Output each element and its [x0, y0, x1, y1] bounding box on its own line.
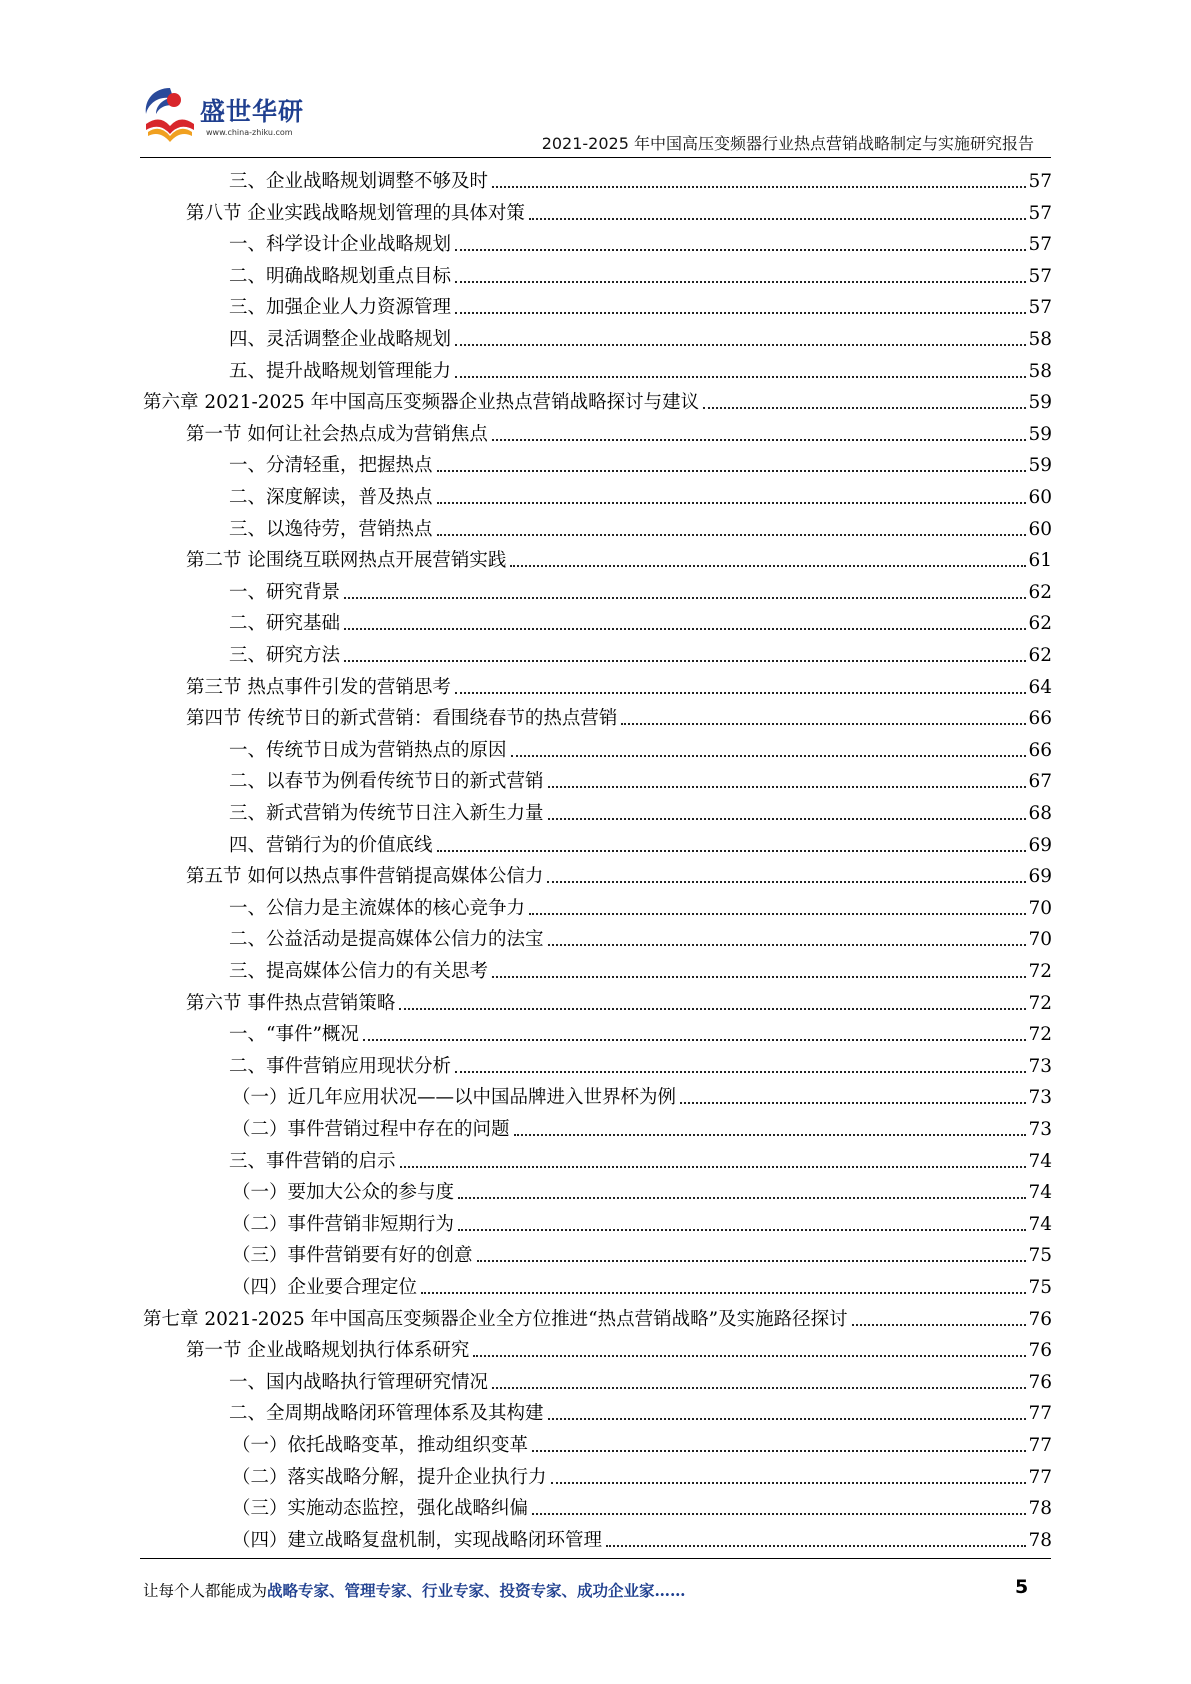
toc-entry-title: 一、研究背景 [229, 581, 341, 603]
toc-entry[interactable] [229, 446, 1052, 477]
toc-entry-page: 69 [1028, 834, 1052, 856]
dot-leader [548, 1418, 1027, 1420]
footer-divider [140, 1558, 1051, 1559]
toc-entry-page: 58 [1028, 329, 1052, 350]
toc-entry-page: 62 [1028, 581, 1052, 603]
dot-leader [455, 376, 1026, 378]
toc-entry-title: 一、传统节日成为营销热点的原因 [229, 739, 507, 761]
toc-entry-page: 72 [1028, 961, 1052, 982]
dot-leader [421, 1292, 1026, 1294]
toc-entry-title: 第五节 如何以热点事件营销提高媒体公信力 [186, 866, 544, 888]
dot-leader [455, 692, 1027, 694]
dot-leader [532, 1513, 1026, 1515]
toc-entry[interactable] [232, 1173, 1052, 1204]
toc-entry[interactable] [232, 1458, 1052, 1489]
toc-entry-page: 75 [1028, 1245, 1052, 1267]
toc-entry[interactable] [232, 1489, 1052, 1520]
toc-entry[interactable] [229, 1142, 1052, 1173]
logo-name: 盛世华研 [200, 97, 305, 126]
toc-entry[interactable] [229, 573, 1052, 604]
dot-leader [621, 723, 1026, 725]
dot-leader [437, 470, 1027, 472]
toc-entry-page: 58 [1028, 360, 1052, 382]
toc-entry-title: 二、明确战略规划重点目标 [229, 265, 452, 287]
toc-entry-page: 57 [1028, 171, 1052, 192]
toc-entry[interactable] [229, 794, 1052, 825]
dot-leader [458, 1197, 1026, 1199]
toc-entry-page: 76 [1028, 1308, 1052, 1330]
toc-entry-title: 三、新式营销为传统节日注入新生力量 [229, 803, 544, 824]
toc-entry-title: 三、企业战略规划调整不够及时 [229, 171, 489, 192]
page-header [0, 0, 1191, 160]
slogan-prefix: 让每个人都能成为 [143, 1582, 268, 1600]
toc-entry-page: 70 [1028, 929, 1052, 951]
toc-entry-title: （二）事件营销过程中存在的问题 [232, 1119, 510, 1140]
toc-entry-title: 二、研究基础 [229, 613, 341, 635]
toc-entry-title: 第四节 传统节日的新式营销：看围绕春节的热点营销 [186, 708, 618, 730]
toc-entry-page: 57 [1028, 202, 1052, 224]
toc-entry[interactable] [229, 762, 1052, 793]
dot-leader [548, 818, 1027, 820]
dot-leader [437, 850, 1027, 852]
page-number: 5 [1015, 1576, 1029, 1598]
toc-entry-title: （一）近几年应用状况——以中国品牌进入世界杯为例 [232, 1087, 677, 1109]
dot-leader [477, 1260, 1027, 1262]
toc-entry[interactable] [186, 668, 1052, 699]
toc-entry-title: （三）事件营销要有好的创意 [232, 1245, 473, 1267]
toc-entry[interactable] [229, 731, 1052, 762]
toc-entry-title: 三、事件营销的启示 [229, 1150, 396, 1172]
toc-entry-page: 59 [1028, 423, 1052, 445]
dot-leader [551, 1482, 1027, 1484]
dot-leader [458, 1229, 1026, 1231]
dot-leader [532, 1450, 1026, 1452]
toc-entry[interactable] [232, 1268, 1052, 1299]
toc-entry-title: 二、全周期战略闭环管理体系及其构建 [229, 1403, 544, 1425]
toc-entry-title: 一、“事件”概况 [229, 1024, 359, 1046]
dot-leader [473, 1355, 1026, 1357]
toc-entry-page: 77 [1028, 1403, 1052, 1425]
toc-entry[interactable] [229, 288, 1052, 319]
toc-entry[interactable] [229, 636, 1052, 667]
toc-entry-title: 四、营销行为的价值底线 [229, 834, 433, 856]
toc-entry-title: 二、深度解读，普及热点 [229, 487, 433, 508]
toc-entry[interactable] [186, 984, 1052, 1015]
toc-entry-page: 57 [1028, 265, 1052, 287]
toc-entry[interactable] [229, 826, 1052, 857]
dot-leader [547, 881, 1026, 883]
toc-entry-title: 三、加强企业人力资源管理 [229, 297, 452, 319]
toc-entry-page: 70 [1028, 897, 1052, 919]
book-swirl-logo-icon [140, 84, 200, 146]
toc-entry-title: 第二节 论围绕互联网热点开展营销实践 [186, 550, 507, 572]
slogan-highlight: 战略专家、管理专家、行业专家、投资专家、成功企业家…… [267, 1581, 686, 1600]
toc-entry-page: 59 [1028, 392, 1052, 414]
dot-leader [511, 755, 1027, 757]
dot-leader [606, 1545, 1026, 1547]
dot-leader [455, 1071, 1026, 1073]
toc-entry[interactable] [232, 1110, 1052, 1141]
toc-entry-title: 五、提升战略规划管理能力 [229, 360, 452, 382]
toc-entry-title: （一）依托战略变革，推动组织变革 [232, 1435, 529, 1456]
toc-entry-title: 二、事件营销应用现状分析 [229, 1055, 452, 1077]
header-divider [140, 157, 1051, 158]
toc-entry[interactable] [232, 1426, 1052, 1457]
dot-leader [548, 786, 1027, 788]
toc-entry-page: 59 [1028, 455, 1052, 477]
dot-leader [344, 628, 1026, 630]
toc-entry-page: 72 [1028, 992, 1052, 1014]
toc-entry[interactable] [229, 225, 1052, 256]
toc-entry[interactable] [232, 1236, 1052, 1267]
toc-entry-title: 第八节 企业实践战略规划管理的具体对策 [186, 202, 525, 224]
dot-leader [437, 502, 1027, 504]
toc-entry-title: 一、公信力是主流媒体的核心竞争力 [229, 897, 526, 919]
dot-leader [455, 344, 1026, 346]
footer-slogan [143, 1579, 686, 1601]
toc-entry[interactable] [229, 1015, 1052, 1046]
toc-entry-page: 73 [1028, 1087, 1052, 1109]
dot-leader [529, 218, 1027, 220]
toc-entry-page: 74 [1028, 1150, 1052, 1172]
toc-entry-page: 73 [1028, 1119, 1052, 1140]
logo-url: www.china-zhiku.com [206, 128, 293, 137]
toc-entry[interactable] [229, 1363, 1052, 1394]
toc-entry-page: 61 [1028, 550, 1052, 572]
toc-entry[interactable] [229, 604, 1052, 635]
toc-entry[interactable] [186, 1331, 1052, 1362]
toc-entry[interactable] [186, 699, 1052, 730]
dot-leader [703, 407, 1026, 409]
toc-entry-page: 77 [1028, 1466, 1052, 1488]
toc-entry-page: 62 [1028, 613, 1052, 635]
dot-leader [363, 1039, 1027, 1041]
dot-leader [399, 1008, 1026, 1010]
company-logo [140, 84, 310, 150]
toc-entry-title: 第六章 2021-2025 年中国高压变频器企业热点营销战略探讨与建议 [143, 392, 700, 414]
toc-entry-title: 第三节 热点事件引发的营销思考 [186, 676, 451, 698]
toc-entry[interactable] [229, 1047, 1052, 1078]
toc-entry-page: 74 [1028, 1213, 1052, 1235]
dot-leader [455, 312, 1026, 314]
toc-entry-page: 57 [1028, 297, 1052, 319]
toc-entry[interactable] [232, 1205, 1052, 1236]
toc-entry[interactable] [186, 541, 1052, 572]
toc-entry[interactable] [229, 162, 1052, 193]
toc-entry-title: （四）企业要合理定位 [232, 1277, 418, 1298]
toc-entry-page: 76 [1028, 1371, 1052, 1393]
toc-entry-title: 四、灵活调整企业战略规划 [229, 329, 452, 350]
toc-entry-title: （二）事件营销非短期行为 [232, 1213, 455, 1235]
toc-entry-title: 二、公益活动是提高媒体公信力的法宝 [229, 929, 544, 951]
dot-leader [344, 597, 1026, 599]
toc-entry[interactable] [229, 510, 1052, 541]
dot-leader [514, 1134, 1027, 1136]
toc-entry[interactable] [232, 1078, 1052, 1109]
dot-leader [492, 439, 1027, 441]
dot-leader [492, 1387, 1026, 1389]
toc-entry-title: 第一节 如何让社会热点成为营销焦点 [186, 423, 488, 445]
toc-entry[interactable] [229, 257, 1052, 288]
toc-entry-page: 72 [1028, 1024, 1052, 1046]
toc-entry-title: 三、研究方法 [229, 645, 341, 666]
toc-entry[interactable] [143, 1300, 1052, 1331]
toc-entry-page: 77 [1028, 1435, 1052, 1456]
dot-leader [492, 976, 1026, 978]
dot-leader [400, 1166, 1027, 1168]
toc-entry-page: 74 [1028, 1182, 1052, 1204]
dot-leader [548, 944, 1027, 946]
toc-entry[interactable] [229, 920, 1052, 951]
toc-entry-page: 60 [1028, 487, 1052, 508]
dot-leader [344, 660, 1026, 662]
toc-entry[interactable] [229, 352, 1052, 383]
toc-entry[interactable] [232, 1521, 1052, 1552]
dot-leader [455, 249, 1026, 251]
toc-entry-page: 62 [1028, 645, 1052, 666]
toc-entry-title: 第七章 2021-2025 年中国高压变频器企业全方位推进“热点营销战略”及实施路径探讨 [143, 1308, 848, 1330]
toc-entry-title: 一、分清轻重，把握热点 [229, 455, 433, 477]
toc-entry[interactable] [229, 889, 1052, 920]
dot-leader [492, 186, 1026, 188]
toc-entry-title: （二）落实战略分解，提升企业执行力 [232, 1466, 547, 1488]
toc-entry-page: 66 [1028, 708, 1052, 730]
toc-entry-page: 78 [1028, 1529, 1052, 1551]
toc-entry-page: 60 [1028, 518, 1052, 540]
toc-entry[interactable] [229, 952, 1052, 983]
toc-entry[interactable] [143, 383, 1052, 414]
toc-entry-page: 57 [1028, 234, 1052, 256]
toc-entry-page: 68 [1028, 803, 1052, 824]
toc-entry-title: 一、科学设计企业战略规划 [229, 234, 452, 256]
dot-leader [529, 913, 1026, 915]
toc-entry[interactable] [186, 857, 1052, 888]
toc-entry[interactable] [186, 194, 1052, 225]
toc-entry-title: 三、提高媒体公信力的有关思考 [229, 961, 489, 982]
dot-leader [437, 534, 1027, 536]
dot-leader [510, 565, 1026, 567]
toc-entry[interactable] [229, 1394, 1052, 1425]
dot-leader [680, 1102, 1026, 1104]
toc-entry[interactable] [229, 478, 1052, 509]
toc-entry-page: 69 [1028, 866, 1052, 888]
toc-entry-title: 一、国内战略执行管理研究情况 [229, 1371, 489, 1393]
toc-entry-title: （三）实施动态监控，强化战略纠偏 [232, 1498, 529, 1520]
toc-entry-page: 66 [1028, 739, 1052, 761]
toc-entry[interactable] [186, 415, 1052, 446]
toc-entry-title: （一）要加大公众的参与度 [232, 1182, 455, 1204]
toc-entry-page: 76 [1028, 1340, 1052, 1362]
toc-entry-title: （四）建立战略复盘机制，实现战略闭环管理 [232, 1529, 603, 1551]
toc-entry-title: 第一节 企业战略规划执行体系研究 [186, 1340, 470, 1362]
dot-leader [852, 1324, 1027, 1326]
toc-entry-title: 二、以春节为例看传统节日的新式营销 [229, 771, 544, 793]
toc-entry-title: 三、以逸待劳，营销热点 [229, 518, 433, 540]
toc-entry-page: 73 [1028, 1055, 1052, 1077]
dot-leader [455, 281, 1026, 283]
report-title: 2021-2025 年中国高压变频器行业热点营销战略制定与实施研究报告 [541, 134, 1034, 153]
toc-entry-title: 第六节 事件热点营销策略 [186, 992, 396, 1014]
toc-entry-page: 67 [1028, 771, 1052, 793]
toc-entry-page: 64 [1028, 676, 1052, 698]
toc-entry-page: 75 [1028, 1277, 1052, 1298]
toc-entry-page: 78 [1028, 1498, 1052, 1520]
toc-entry[interactable] [229, 320, 1052, 351]
